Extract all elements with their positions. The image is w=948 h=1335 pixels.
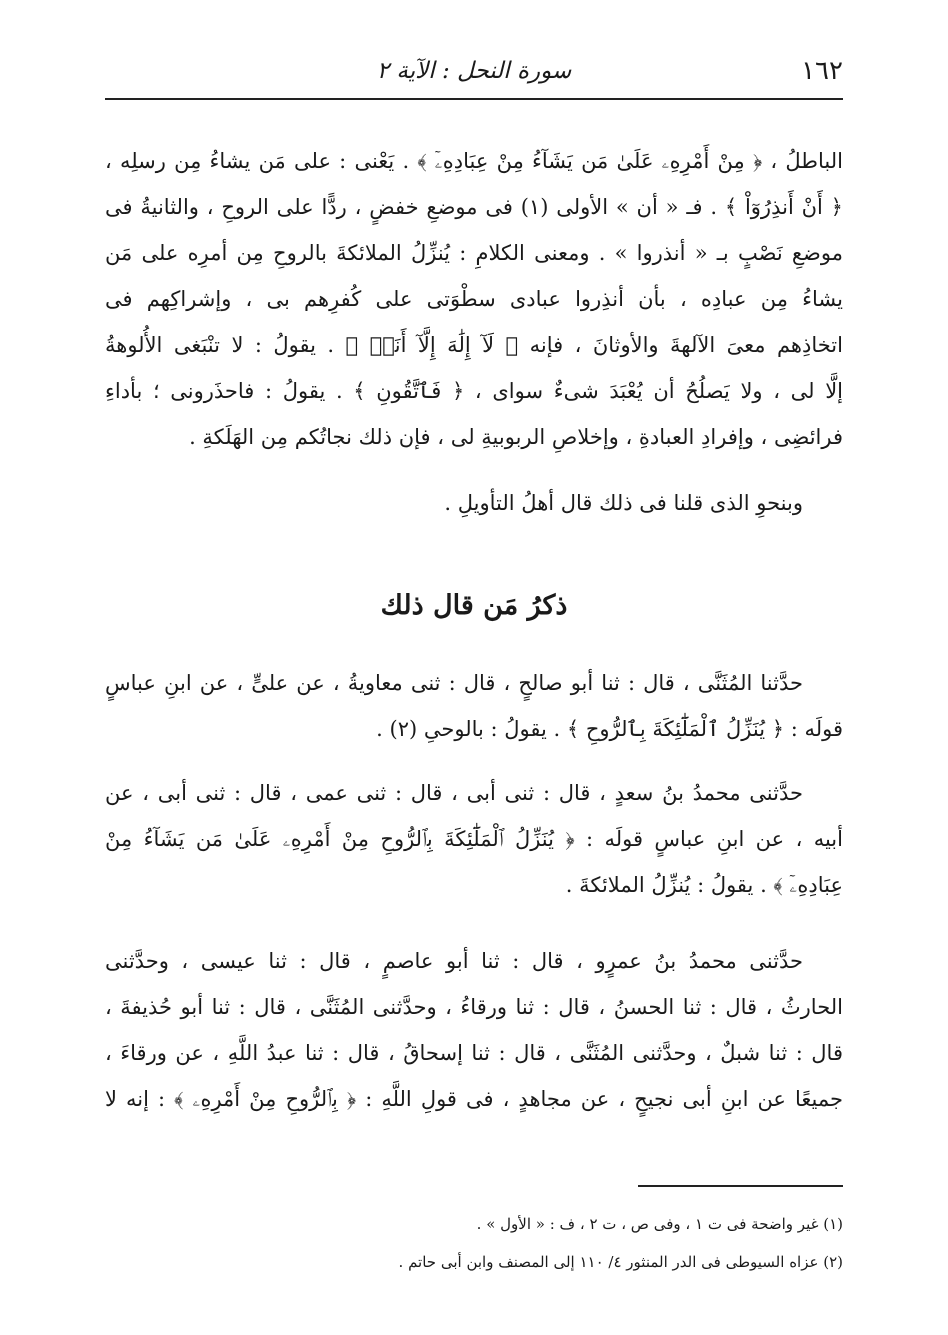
footnote-separator xyxy=(638,1185,843,1187)
page-number: ١٦٢ xyxy=(801,56,843,86)
text-line: فرائضِى ، وإفرادِ العبادةِ ، وإخلاصِ الربوبيةِ لى ، فإن ذلك نجاتُكم مِن الهَلَكةِ . xyxy=(189,425,843,449)
footnote: (١) غير واضحة فى ت ١ ، وفى ص ، ت ٢ ، ف : « الأول » . xyxy=(476,1215,843,1233)
text-line: قولَه : ﴿ يُنَزِّلُ ٱلْمَلَٰٓئِكَةَ بِٱلرُّوحِ ﴾ . يقولُ : بالوحىِ (٢) . xyxy=(376,717,843,741)
text-line: يشاءُ مِن عبادِه ، بأن أنذِروا عبادى سطْوَتى على كُفرِهم بى ، وإشراكِهم فى xyxy=(105,287,843,311)
running-title: سورة النحل : الآية ٢ xyxy=(376,58,572,84)
text-line: الباطلُ ، ﴿ مِنْ أَمْرِهِۦ عَلَىٰ مَن يَشَآءُ مِنْ عِبَادِهِۦٓ ﴾ . يَعْنى : على مَن يشاءُ مِن رسلِه ، xyxy=(105,149,843,173)
page-header xyxy=(105,50,843,100)
text-line: اتخاذِهم معىَ الآلهةَ والأوثانَ ، فإنه ﴿ لَآ إِلَٰهَ إِلَّآ أَنَا۠ ﴾ . يقولُ : لا تنْبَغى الأُلوهةُ xyxy=(105,333,843,357)
text-line: موضعِ نَصْبٍ بـ « أنذروا » . ومعنى الكلامِ : يُنزِّلُ الملائكةَ بالروحِ مِن أمرِه على مَن xyxy=(105,241,843,265)
text-line: جميعًا عن ابنِ أبى نجيحٍ ، عن مجاهدٍ ، فى قولِ اللَّهِ : ﴿ بِٱلرُّوحِ مِنْ أَمْرِهِۦ ﴾ : إنه لا xyxy=(105,1087,843,1111)
footnote: (٢) عزاه السيوطى فى الدر المنثور ٤/ ١١٠ إلى المصنف وابن أبى حاتم . xyxy=(398,1253,843,1271)
text-line: حدَّثنا المُثَنَّى ، قال : ثنا أبو صالحٍ ، قال : ثنى معاويةُ ، عن علىٍّ ، عن ابنِ عباسٍ xyxy=(105,671,803,695)
text-line: إلَّا لى ، ولا يَصلُحُ أن يُعْبَدَ شىءٌ سواى ، ﴿ فَٱتَّقُونِ ﴾ . يقولُ : فاحذَرونى ؛ بأداءِ xyxy=(105,379,843,403)
text-line: عِبَادِهِۦٓ ﴾ . يقولُ : يُنزِّلُ الملائكةَ . xyxy=(565,873,843,897)
section-heading: ذكرُ مَن قال ذلك xyxy=(380,590,568,621)
text-line: حدَّثنى محمدُ بنُ سعدٍ ، قال : ثنى أبى ، قال : ثنى عمى ، قال : ثنى أبى ، عن xyxy=(105,781,803,805)
text-line: الحارثُ ، قال : ثنا الحسنُ ، قال : ثنا ورقاءُ ، وحدَّثنى المُثَنَّى ، قال : ثنا أبو حُذيفةَ ، xyxy=(105,995,843,1019)
text-line: قال : ثنا شبلٌ ، وحدَّثنى المُثَنَّى ، قال : ثنا إسحاقُ ، قال : ثنا عبدُ اللَّهِ ، عن ورقاءَ ، xyxy=(105,1041,843,1065)
text-line: وبنحوِ الذى قلنا فى ذلك قال أهلُ التأويلِ . xyxy=(444,491,803,515)
text-line: حدَّثنى محمدُ بنُ عمرٍو ، قال : ثنا أبو عاصمٍ ، قال : ثنا عيسى ، وحدَّثنى xyxy=(105,949,803,973)
text-line: أبيه ، عن ابنِ عباسٍ قولَه : ﴿ يُنَزِّلُ ٱلْمَلَٰٓئِكَةَ بِٱلرُّوحِ مِنْ أَمْرِهِۦ عَلَىٰ مَن يَشَآءُ مِنْ xyxy=(105,827,843,851)
text-line: ﴿ أَنْ أَنذِرُوٓاْ ﴾ . فـ « أن » الأولى (١) فى موضعِ خفضٍ ، ردًّا على الروحِ ، والثانيةُ فى xyxy=(105,195,843,219)
